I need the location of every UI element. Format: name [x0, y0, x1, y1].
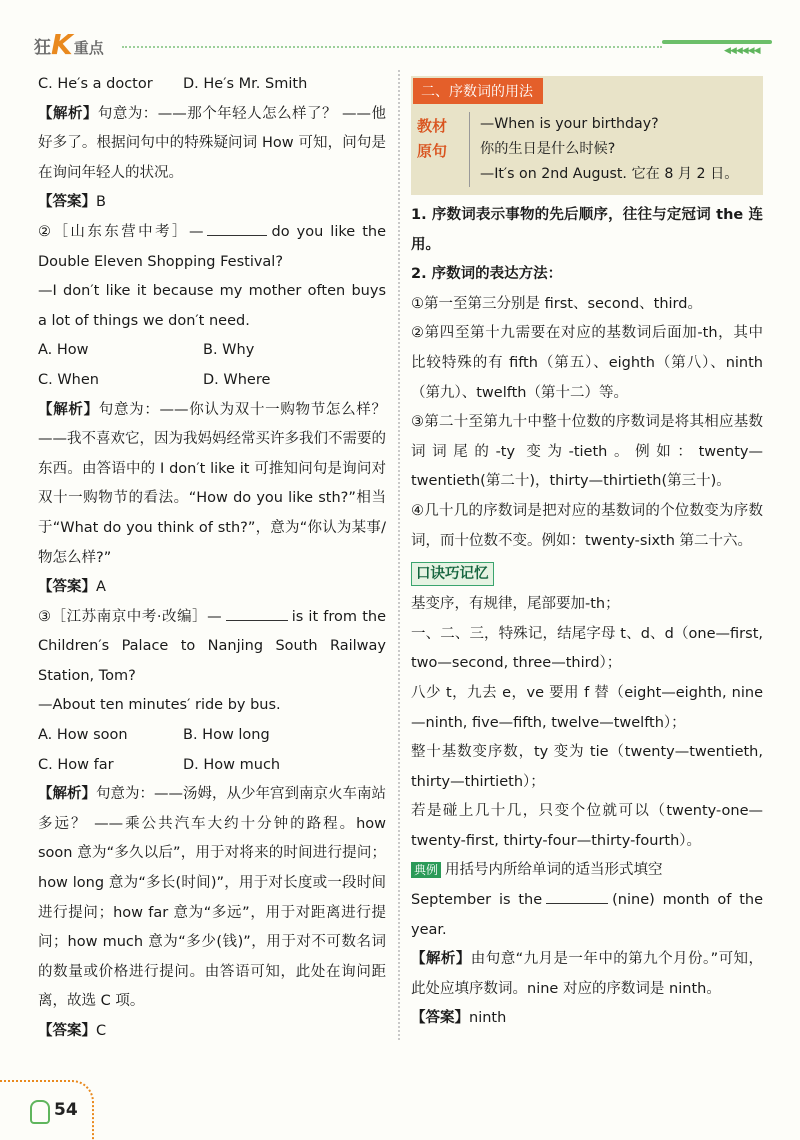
- column-divider: [398, 70, 400, 1040]
- arrows-icon: ◀◀◀◀◀◀: [724, 46, 760, 56]
- q3-question: is it from the Children′s Palace to Nanjing South Railway Station, Tom?: [38, 608, 386, 684]
- example-instruction-text: 用括号内所给单词的适当形式填空: [445, 862, 663, 879]
- example-analysis: [411, 945, 763, 1004]
- analysis-tag: 【解析】: [38, 105, 98, 122]
- page-number: 54: [54, 1100, 78, 1120]
- q2-source: ②［山东东营中考］—: [38, 223, 204, 240]
- memory-line: 一、二、三，特殊记，结尾字母 t、d、d（one—first, two—second, three—third）；: [411, 625, 763, 672]
- q1-answer: [38, 188, 386, 218]
- option-b: B. Why: [203, 342, 255, 359]
- memory-line: 若是碰上几十几，只变个位就可以（twenty-one—twenty-first, thirty-four—thirty-fourth）。: [411, 803, 763, 849]
- original-sentence: [411, 104, 763, 187]
- memory-line: 基变序，有规律，尾部要加-th；: [411, 596, 620, 613]
- section-title: 二、序数词的用法: [413, 78, 543, 104]
- option-b: B. How long: [183, 727, 270, 744]
- memory-line: 整十基数变序数，ty 变为 tie（twenty—twentieth, thirty—thirtieth）；: [411, 744, 763, 790]
- analysis-text: 句意为：——汤姆，从少年宫到南京火车南站多远？ ——乘公共汽车大约十分钟的路程。how soon 意为“多久以后”，用于对将来的时间进行提问；how long 意为“多长(时间)”，用于对长度或一段时间进行提问；how far 意为“多远”，用于对距离进行提问；how much 意为“多少(钱)”，用于对不可数名词的数量或价格进行提问。由答语可知，此处在询问距离，故选 C 项。: [38, 786, 386, 1010]
- memory-tip-title: 口诀巧记忆: [411, 562, 494, 586]
- page-footer: [0, 1080, 95, 1138]
- dialog-line: 你的生日是什么时候?: [480, 141, 616, 157]
- q2-stem: [38, 218, 386, 277]
- dialog-line: —When is your birthday?: [480, 116, 659, 132]
- analysis-text: 句意为：——你认为双十一购物节怎么样？ ——我不喜欢它，因为我妈妈经常买许多我们不需要的东西。由答语中的 I don′t like it 可推知问句是询问对双十一购物节的看法。“How do you like sth?”相当于“What do you think of sth?”，意为“你认为某事/物怎么样?”: [38, 401, 387, 566]
- q3-reply: —About ten minutes′ ride by bus.: [38, 697, 281, 714]
- page-header: [0, 0, 800, 60]
- q2-options-cd: [38, 366, 386, 396]
- logo-k: K: [51, 28, 73, 61]
- q3-answer: [38, 1017, 386, 1047]
- option-c: C. He′s a doctor: [38, 76, 153, 92]
- answer-value: B: [96, 194, 106, 211]
- q3-options-cd: [38, 751, 386, 781]
- answer-tag: 【答案】: [38, 1023, 96, 1039]
- header-dotted-rule: [122, 46, 662, 48]
- answer-value: C: [96, 1023, 107, 1039]
- analysis-tag: 【解析】: [38, 786, 96, 803]
- textbook-sentence-box: [411, 76, 763, 195]
- q3-analysis: [38, 780, 386, 1017]
- answer-value: A: [96, 579, 106, 596]
- analysis-text: 句意为：——那个年轻人怎么样了？ ——他好多了。根据问句中的特殊疑问词 How 可知，问句是在询问年轻人的状况。: [38, 105, 387, 181]
- option-d: D. He′s Mr. Smith: [183, 76, 308, 92]
- answer-blank: [207, 221, 267, 236]
- option-a: A. How soon: [38, 727, 128, 744]
- q3-options-ab: [38, 721, 386, 751]
- example-text-after: (nine) month of the year.: [411, 892, 763, 938]
- dialog-line: —It′s on 2nd August. 它在 8 月 2 日。: [480, 166, 739, 182]
- original-sentence-lines: [469, 112, 757, 187]
- q3-source: ③［江苏南京中考·改编］—: [38, 608, 222, 625]
- brand-logo: [34, 28, 104, 61]
- example-tag: 典例: [411, 862, 441, 878]
- header-bar: [662, 40, 772, 44]
- answer-blank: [546, 889, 608, 904]
- example-instruction: [411, 856, 763, 886]
- q3-stem: [38, 603, 386, 692]
- rule-item: ③第二十至第九十中整十位数的序数词是将其相应基数词词尾的-ty 变为-tieth。例如：twenty—twentieth(第二十)，thirty—thirtieth(第三十)。: [411, 414, 763, 490]
- balloon-icon: [30, 1100, 50, 1124]
- example-text-before: September is the: [411, 892, 543, 909]
- rule-1: 1. 序数词表示事物的先后顺序，往往与定冠词 the 连用。: [411, 207, 763, 253]
- label-line-2: 原句: [417, 142, 448, 160]
- original-sentence-label: [417, 114, 469, 187]
- right-column: [411, 70, 763, 1034]
- option-c: C. How far: [38, 756, 114, 773]
- label-line-1: 教材: [417, 117, 448, 135]
- left-column: [38, 70, 386, 1047]
- rule-item: ②第四至第十九需要在对应的基数词后面加-th，其中比较特殊的有 fifth（第五）、eighth（第八）、ninth（第九）、twelfth（第十二）等。: [411, 325, 763, 401]
- rule-item: ④几十几的序数词是把对应的基数词的个位数变为序数词，而十位数不变。例如：twenty-sixth 第二十六。: [411, 502, 763, 549]
- analysis-tag: 【解析】: [38, 401, 99, 418]
- answer-tag: 【答案】: [38, 579, 96, 596]
- q2-analysis: [38, 396, 386, 574]
- logo-text-b: 重点: [73, 39, 104, 57]
- option-a: A. How: [38, 342, 89, 359]
- answer-value: ninth: [469, 1010, 507, 1027]
- q2-options-ab: [38, 336, 386, 366]
- example-question: [411, 886, 763, 945]
- rule-2: 2. 序数词的表达方法：: [411, 266, 563, 283]
- analysis-text: 由句意“九月是一年中的第九个月份。”可知，此处应填序数词。nine 对应的序数词是 ninth。: [411, 951, 764, 997]
- answer-blank: [226, 606, 288, 621]
- q1-options-cd: [38, 70, 386, 100]
- answer-tag: 【答案】: [38, 194, 96, 211]
- memory-line: 八少 t，九去 e，ve 要用 f 替（eight—eighth, nine—ninth, five—fifth, twelve—twelfth）；: [411, 684, 763, 731]
- option-d: D. How much: [183, 756, 281, 773]
- analysis-tag: 【解析】: [411, 951, 471, 968]
- q2-answer: [38, 573, 386, 603]
- option-c: C. When: [38, 371, 99, 388]
- q2-reply: —I don′t like it because my mother often buys a lot of things we don′t need.: [38, 283, 386, 329]
- example-answer: [411, 1004, 763, 1034]
- q2-question: do you like the Double Eleven Shopping Festival?: [38, 223, 387, 270]
- option-d: D. Where: [203, 371, 271, 388]
- logo-text-a: 狂: [34, 38, 50, 58]
- q1-analysis: [38, 100, 386, 189]
- rule-item: ①第一至第三分别是 first、second、third。: [411, 295, 702, 312]
- answer-tag: 【答案】: [411, 1010, 469, 1027]
